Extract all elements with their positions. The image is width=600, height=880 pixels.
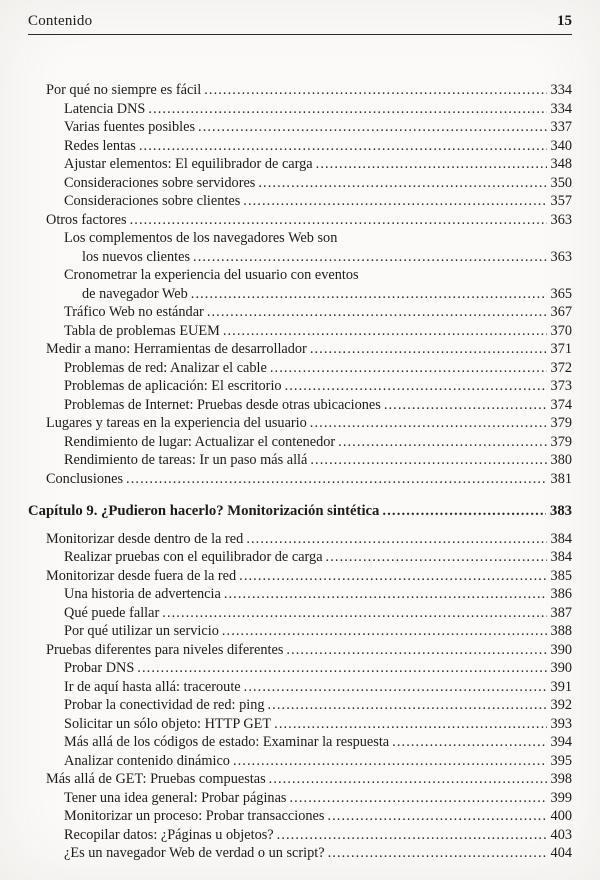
dot-leader xyxy=(126,470,547,489)
dot-leader xyxy=(137,659,546,678)
toc-entry-line xyxy=(64,733,572,752)
toc-entry-line xyxy=(64,303,572,322)
toc-entry-line xyxy=(64,585,572,604)
dot-leader xyxy=(162,604,546,623)
header-rule xyxy=(28,34,572,35)
toc-entry-line xyxy=(64,622,572,641)
dot-leader xyxy=(286,641,546,660)
dot-leader xyxy=(193,248,547,267)
toc-entry-title: Problemas de red: Analizar el cable xyxy=(64,359,267,376)
page-number: 15 xyxy=(557,13,572,29)
dot-leader xyxy=(327,807,546,826)
toc-entry xyxy=(28,807,572,826)
dot-leader xyxy=(191,285,547,304)
toc-entry-page: 404 xyxy=(550,845,572,861)
toc-entry xyxy=(28,396,572,415)
toc-entry-title: Latencia DNS xyxy=(64,100,146,117)
toc-entry xyxy=(28,433,572,452)
toc-entry-line xyxy=(64,155,572,174)
dot-leader xyxy=(239,567,546,586)
toc-entry-line xyxy=(46,414,572,433)
toc-entry-title: Monitorizar desde fuera de la red xyxy=(46,567,237,584)
dot-leader xyxy=(223,322,547,341)
toc-entry-line xyxy=(64,118,572,137)
toc-entry-title: Monitorizar desde dentro de la red xyxy=(46,530,244,547)
toc-entry-page: 357 xyxy=(550,193,572,209)
toc-entry-page: 348 xyxy=(550,156,572,172)
toc-entry-title: Cronometrar la experiencia del usuario con eventos xyxy=(64,267,359,283)
toc-entry-page: 395 xyxy=(550,752,572,769)
toc-entry xyxy=(28,733,572,752)
toc-entry-line xyxy=(64,433,572,452)
toc-entry-page: 390 xyxy=(550,641,572,658)
toc-entry-title: Una historia de advertencia xyxy=(64,586,221,602)
toc-entry-line xyxy=(64,807,572,826)
toc-entry xyxy=(28,567,572,586)
toc-entry xyxy=(28,752,572,771)
toc-entry-title: Ir de aquí hasta allá: traceroute xyxy=(64,678,241,695)
toc-entry-title: ¿Es un navegador Web de verdad o un script? xyxy=(64,845,325,861)
toc-entry-page: 384 xyxy=(550,530,572,547)
dot-leader xyxy=(382,502,546,521)
toc-entry xyxy=(28,118,572,137)
toc-entry xyxy=(28,81,572,100)
dot-leader xyxy=(285,377,547,396)
toc-entry-page: 385 xyxy=(550,567,572,584)
toc-entry-line xyxy=(64,451,572,470)
toc-entry-title: Medir a mano: Herramientas de desarrollador xyxy=(46,341,307,357)
toc-entry-continuation xyxy=(64,285,572,304)
toc-entry-line xyxy=(46,81,572,100)
toc-entry xyxy=(28,137,572,156)
toc-entry-line xyxy=(46,470,572,489)
toc-entry-title: Más allá de los códigos de estado: Examinar la respuesta xyxy=(64,734,390,750)
toc-entry-page: 370 xyxy=(550,322,572,339)
toc-entry xyxy=(28,155,572,174)
toc-entry-title: Probar DNS xyxy=(64,660,135,676)
toc-entry-title: Problemas de aplicación: El escritorio xyxy=(64,378,282,394)
toc-entry xyxy=(28,229,572,266)
toc-entry xyxy=(28,844,572,863)
toc-entry-title: Probar la conectividad de red: ping xyxy=(64,697,265,713)
toc-entry-line xyxy=(64,844,572,863)
toc-entry xyxy=(28,604,572,623)
toc-entry-title: Tráfico Web no estándar xyxy=(64,304,204,320)
toc-entry xyxy=(28,303,572,322)
toc-list xyxy=(28,81,572,863)
toc-entry-title: Qué puede fallar xyxy=(64,604,160,621)
toc-entry-line xyxy=(46,567,572,586)
toc-entry-page: 379 xyxy=(550,415,572,431)
toc-entry-title: Monitorizar un proceso: Probar transacciones xyxy=(64,808,325,824)
toc-entry-title: Los complementos de los navegadores Web son xyxy=(64,230,338,246)
toc-entry-line xyxy=(64,659,572,678)
toc-entry-line xyxy=(28,502,572,521)
toc-entry-line xyxy=(64,396,572,415)
toc-entry xyxy=(28,100,572,119)
dot-leader xyxy=(148,100,546,119)
toc-entry-page: 374 xyxy=(550,396,572,413)
toc-entry-line xyxy=(46,340,572,359)
toc-entry xyxy=(28,530,572,549)
toc-entry xyxy=(28,659,572,678)
toc-entry-line xyxy=(64,715,572,734)
toc-entry-title: Redes lentas xyxy=(64,137,136,154)
toc-entry-title: Ajustar elementos: El equilibrador de carga xyxy=(64,156,313,172)
toc-entry-title: Consideraciones sobre clientes xyxy=(64,193,241,209)
dot-leader xyxy=(207,303,547,322)
toc-entry xyxy=(28,715,572,734)
toc-entry-title-cont: de navegador Web xyxy=(82,285,188,302)
toc-entry xyxy=(28,678,572,697)
dot-leader xyxy=(268,696,547,715)
toc-entry-line xyxy=(64,752,572,771)
toc-entry-page: 334 xyxy=(550,82,572,98)
toc-entry xyxy=(28,174,572,193)
toc-entry-title: Por qué utilizar un servicio xyxy=(64,623,219,639)
toc-entry xyxy=(28,470,572,489)
toc-entry-title-cont: los nuevos clientes xyxy=(82,248,191,265)
toc-entry xyxy=(28,192,572,211)
toc-entry-line xyxy=(46,211,572,230)
dot-leader xyxy=(204,81,546,100)
dot-leader xyxy=(338,433,546,452)
toc-entry-page: 398 xyxy=(550,771,572,787)
dot-leader xyxy=(244,678,547,697)
toc-entry-page: 340 xyxy=(550,137,572,154)
toc-entry-page: 337 xyxy=(550,119,572,135)
toc-entry-line xyxy=(64,604,572,623)
toc-entry-line xyxy=(64,100,572,119)
toc-entry-page: 381 xyxy=(550,470,572,487)
toc-chapter-title: Capítulo 9. ¿Pudieron hacerlo? Monitorización sintética xyxy=(28,503,380,519)
toc-entry-page: 403 xyxy=(550,826,572,843)
toc-entry xyxy=(28,585,572,604)
dot-leader xyxy=(269,770,547,789)
toc-entry xyxy=(28,696,572,715)
toc-entry-line xyxy=(64,359,572,378)
toc-entry-line xyxy=(64,322,572,341)
toc-entry xyxy=(28,377,572,396)
dot-leader xyxy=(328,844,547,863)
page-header xyxy=(28,0,572,30)
toc-entry xyxy=(28,266,572,303)
toc-entry-title: Por qué no siempre es fácil xyxy=(46,82,202,98)
dot-leader xyxy=(243,192,546,211)
toc-entry-page: 392 xyxy=(550,697,572,713)
dot-leader xyxy=(224,585,547,604)
toc-entry-title: Solicitar un sólo objeto: HTTP GET xyxy=(64,715,272,732)
dot-leader xyxy=(222,622,547,641)
toc-entry-title: Tener una idea general: Probar páginas xyxy=(64,789,287,806)
toc-entry-line xyxy=(64,678,572,697)
toc-entry-page: 390 xyxy=(550,660,572,676)
toc-chapter-heading xyxy=(28,502,572,521)
dot-leader xyxy=(290,789,547,808)
toc-entry-page: 391 xyxy=(550,678,572,695)
toc-entry-line xyxy=(64,548,572,567)
toc-entry-line xyxy=(64,137,572,156)
toc-entry-title: Rendimiento de tareas: Ir un paso más allá xyxy=(64,452,308,468)
toc-entry-title: Otros factores xyxy=(46,211,127,228)
dot-leader xyxy=(392,733,546,752)
toc-entry xyxy=(28,770,572,789)
toc-entry-page: 383 xyxy=(549,503,572,519)
toc-entry-page: 388 xyxy=(550,623,572,639)
toc-entry-page: 399 xyxy=(550,789,572,806)
toc-entry-page: 363 xyxy=(550,211,572,228)
dot-leader xyxy=(326,548,547,567)
toc-entry-title: Lugares y tareas en la experiencia del usuario xyxy=(46,415,307,431)
toc-entry-page: 386 xyxy=(550,586,572,602)
toc-entry-page: 387 xyxy=(550,604,572,621)
toc-entry-line xyxy=(64,174,572,193)
dot-leader xyxy=(198,118,547,137)
toc-entry-title: Pruebas diferentes para niveles diferentes xyxy=(46,641,284,658)
toc-entry-page: 365 xyxy=(550,285,572,302)
toc-entry-page: 372 xyxy=(550,359,572,376)
toc-entry-page: 394 xyxy=(550,734,572,750)
toc-entry xyxy=(28,451,572,470)
toc-entry-title: Recopilar datos: ¿Páginas u objetos? xyxy=(64,826,274,843)
toc-entry xyxy=(28,359,572,378)
dot-leader xyxy=(270,359,547,378)
toc-entry-title: Problemas de Internet: Pruebas desde otras ubicaciones xyxy=(64,396,381,413)
toc-entry-page: 350 xyxy=(550,174,572,191)
toc-entry-line xyxy=(64,696,572,715)
toc-entry-title: Realizar pruebas con el equilibrador de carga xyxy=(64,549,323,565)
toc-entry-title: Consideraciones sobre servidores xyxy=(64,174,256,191)
dot-leader xyxy=(310,451,546,470)
dot-leader xyxy=(277,826,547,845)
toc-entry-title: Conclusiones xyxy=(46,470,124,487)
dot-leader xyxy=(310,414,547,433)
toc-entry-title: Más allá de GET: Pruebas compuestas xyxy=(46,771,266,787)
toc-entry-line xyxy=(64,789,572,808)
toc-entry-page: 367 xyxy=(550,304,572,320)
toc-entry-page: 379 xyxy=(550,433,572,450)
toc-entry-title: Analizar contenido dinámico xyxy=(64,752,230,769)
toc-entry-line xyxy=(46,770,572,789)
toc-entry-line xyxy=(64,826,572,845)
toc-entry xyxy=(28,340,572,359)
toc-entry-line xyxy=(64,377,572,396)
dot-leader xyxy=(139,137,547,156)
toc-entry-title: Tabla de problemas EUEM xyxy=(64,322,220,339)
toc-entry-page: 400 xyxy=(550,808,572,824)
dot-leader xyxy=(233,752,547,771)
toc-entry-page: 380 xyxy=(550,452,572,468)
dot-leader xyxy=(258,174,546,193)
toc-entry-page: 363 xyxy=(550,248,572,265)
toc-entry-page: 373 xyxy=(550,378,572,394)
dot-leader xyxy=(274,715,546,734)
toc-entry xyxy=(28,414,572,433)
toc-entry-line xyxy=(46,530,572,549)
dot-leader xyxy=(384,396,547,415)
toc-entry-page: 371 xyxy=(550,341,572,357)
toc-entry-page: 393 xyxy=(550,715,572,732)
dot-leader xyxy=(246,530,546,549)
toc-entry xyxy=(28,211,572,230)
toc-entry xyxy=(28,622,572,641)
dot-leader xyxy=(310,340,547,359)
toc-entry xyxy=(28,322,572,341)
toc-entry-line xyxy=(64,192,572,211)
toc-entry-line xyxy=(46,641,572,660)
toc-entry-page: 384 xyxy=(550,549,572,565)
toc-entry-continuation xyxy=(64,248,572,267)
toc-entry xyxy=(28,826,572,845)
running-title: Contenido xyxy=(28,13,93,29)
dot-leader xyxy=(130,211,547,230)
toc-entry-title: Rendimiento de lugar: Actualizar el contenedor xyxy=(64,433,336,450)
toc-entry xyxy=(28,641,572,660)
dot-leader xyxy=(316,155,547,174)
toc-entry-title: Varias fuentes posibles xyxy=(64,119,196,135)
toc-entry-page: 334 xyxy=(550,100,572,117)
toc-entry xyxy=(28,789,572,808)
toc-entry xyxy=(28,548,572,567)
